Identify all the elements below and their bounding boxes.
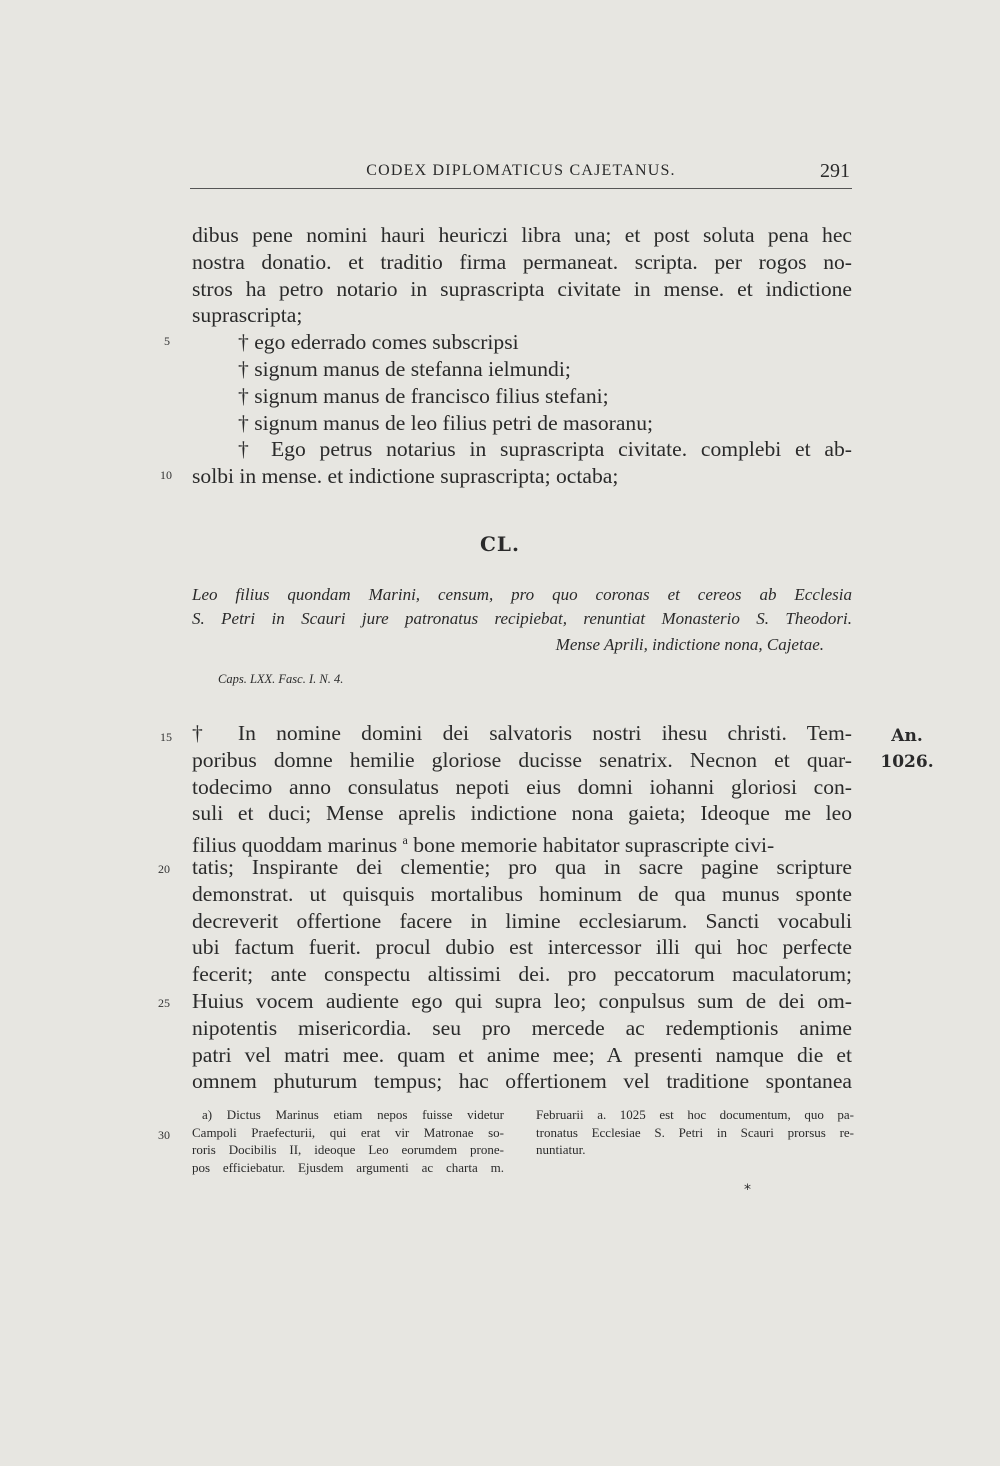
footnote-column-left <box>192 1106 504 1176</box>
margin-year: 1026. <box>880 752 934 772</box>
subscription-line: † Ego petrus notarius in suprascripta civitate. complebi et ab- <box>238 437 852 462</box>
header-title: CODEX DIPLOMATICUS CAJETANUS. <box>366 162 676 179</box>
text-line: suli et duci; Mense aprelis indictione nona gaieta; Ideoque me leo <box>192 801 852 826</box>
text-line <box>192 827 852 858</box>
summary-line: Leo filius quondam Marini, censum, pro quo coronas et cereos ab Ecclesia <box>192 585 852 604</box>
footnote-column-right <box>536 1106 854 1159</box>
running-header <box>190 160 852 189</box>
text-line: Huius vocem audiente ego qui supra leo; conpulsus sum de dei om- <box>192 989 852 1013</box>
archival-source: Caps. LXX. Fasc. I. N. 4. <box>218 672 344 686</box>
text-segment: filius quoddam marinus <box>192 833 403 858</box>
section-number: CL. <box>480 532 520 556</box>
text-line: suprascripta; <box>192 303 303 328</box>
footnote-line: roris Docibilis II, ideoque Leo eorumdem prone- <box>192 1142 504 1157</box>
text-line: decreverit offertione facere in limine ecclesiarum. Sancti vocabuli <box>192 908 852 933</box>
text-line: patri vel matri mee. quam et anime mee; A presenti namque die et <box>192 1042 852 1067</box>
text-line: tatis; Inspirante dei clementie; pro qua in sacre pagine scripture <box>192 855 852 879</box>
text-line: nostra donatio. et traditio firma permaneat. scripta. per rogos no- <box>192 249 852 274</box>
subscription-line: † signum manus de stefanna ielmundi; <box>238 357 571 381</box>
subscription-line: † signum manus de francisco filius stefani; <box>238 383 609 408</box>
summary-line: S. Petri in Scauri jure patronatus recipiebat, renuntiat Monasterio S. Theodori. <box>192 609 852 628</box>
text-line: nipotentis misericordia. seu pro mercede ac redemptionis anime <box>192 1015 852 1040</box>
text-line: solbi in mense. et indictione suprascripta; octaba; <box>192 464 619 489</box>
text-line: poribus domne hemilie gloriose ducisse senatrix. Necnon et quar- <box>192 747 852 772</box>
text-line: fecerit; ante conspectu altissimi dei. pro peccatorum maculatorum; <box>192 962 852 987</box>
text-segment: bone memorie habitator suprascripte civi- <box>407 833 775 858</box>
text-line: demonstrat. ut quisquis mortalibus hominum de qua munus sponte <box>192 881 852 906</box>
line-number: 10 <box>160 468 172 482</box>
page-number: 291 <box>820 160 850 182</box>
footnote-line: Februarii a. 1025 est hoc documentum, quo pa- <box>536 1107 854 1122</box>
signature-asterisk: * <box>744 1182 751 1198</box>
line-number: 20 <box>158 862 170 876</box>
line-number: 25 <box>158 996 170 1010</box>
footnote-line: tronatus Ecclesiae S. Petri in Scauri prorsus re- <box>536 1124 854 1140</box>
text-line: stros ha petro notario in suprascripta civitate in mense. et indictione <box>192 276 852 301</box>
text-line: dibus pene nomini hauri heuriczi libra una; et post soluta pena hec <box>192 223 852 247</box>
text-line: omnem phuturum tempus; hac offertionem vel traditione spontanea <box>192 1069 852 1094</box>
subscription-line: † ego ederrado comes subscripsi <box>238 330 519 355</box>
footnote-line: Campoli Praefecturii, qui erat vir Matronae so- <box>192 1124 504 1140</box>
text-line: ubi factum fuerit. procul dubio est intercessor illi qui hoc perfecte <box>192 935 852 960</box>
line-number: 15 <box>160 730 172 744</box>
margin-year-label: An. <box>891 726 923 746</box>
text-line: todecimo anno consulatus nepoti eius domni iohanni gloriosi con- <box>192 774 852 799</box>
line-number: 30 <box>158 1128 170 1142</box>
subscription-line: † signum manus de leo filius petri de masoranu; <box>238 410 654 435</box>
footnote-marker: a <box>402 833 408 848</box>
line-number: 5 <box>164 334 170 348</box>
footnote-line: nuntiatur. <box>536 1142 586 1157</box>
summary-line: Mense Aprili, indictione nona, Cajetae. <box>555 635 824 654</box>
footnote-line: a) Dictus Marinus etiam nepos fuisse videtur <box>202 1107 504 1122</box>
text-line: † In nomine domini dei salvatoris nostri ihesu christi. Tem- <box>192 721 852 745</box>
footnote-line: pos efficiebatur. Ejusdem argumenti ac charta m. <box>192 1159 504 1175</box>
